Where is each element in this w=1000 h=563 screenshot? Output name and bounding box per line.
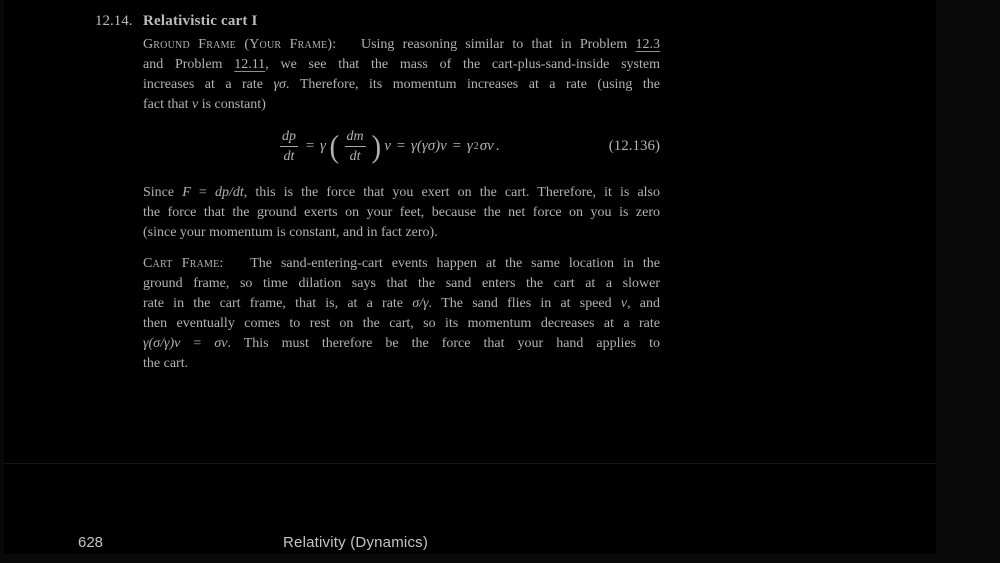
- text-span: F: [182, 185, 191, 200]
- text-span: . The sand flies in at speed: [428, 296, 621, 311]
- running-title: Relativity (Dynamics): [283, 534, 429, 551]
- problem-link[interactable]: 12.11: [234, 57, 266, 72]
- equation-math: [277, 129, 501, 164]
- text-span: (since your momentum is constant, and in fact zero).: [143, 225, 438, 240]
- text-span: fact that: [143, 97, 192, 112]
- math-text: γ: [319, 137, 326, 154]
- text-line: [143, 35, 660, 55]
- page-number: 628: [78, 534, 104, 551]
- frame-label: Ground Frame (Your Frame):: [143, 37, 337, 52]
- text-span: Since: [143, 185, 183, 200]
- math-text: =: [393, 137, 409, 154]
- math-text: v: [384, 137, 391, 154]
- text-line: [143, 95, 660, 115]
- text-span: , this is the force that you exert on the cart. Therefore, it is also: [243, 185, 660, 200]
- text-span: and Problem: [143, 57, 235, 72]
- paragraph: [143, 35, 660, 115]
- text-line: [143, 223, 660, 243]
- text-span: σv: [214, 336, 228, 351]
- text-span: then eventually comes to rest on the cart, so its momentum decreases at a rate: [143, 316, 660, 331]
- fraction-denominator: dt: [283, 148, 295, 164]
- text-span: increases at a rate: [143, 77, 274, 92]
- text-span: , we see that the mass of the cart-plus-sand-inside system: [265, 57, 661, 72]
- text-span: The sand-entering-cart events happen at the same location in the: [223, 256, 660, 271]
- problem-title: Relativistic cart I: [143, 13, 258, 29]
- big-paren: ): [371, 128, 381, 164]
- math-text: .: [495, 137, 500, 154]
- math-text: γ(γσ)v: [410, 137, 447, 154]
- text-line: [143, 274, 660, 294]
- text-line: [143, 294, 660, 314]
- text-line: [143, 334, 660, 354]
- text-line: [143, 75, 660, 95]
- text-span: the force that the ground exerts on your feet, because the net force on you is zero: [143, 205, 660, 220]
- equation: [143, 121, 660, 171]
- text-span: ground frame, so time dilation says that the sand enters the cart at a slower: [143, 276, 660, 291]
- math-text: =: [448, 137, 465, 154]
- text-span: σ/γ: [412, 296, 429, 311]
- big-paren: (: [329, 128, 340, 164]
- text-span: the cart.: [143, 356, 189, 371]
- page-footer: [4, 534, 936, 554]
- text-line: [143, 55, 660, 75]
- problem-number: 12.14.: [95, 13, 133, 29]
- equation-number: (12.136): [608, 137, 660, 154]
- text-line: [143, 254, 660, 274]
- math-text: γ: [466, 137, 473, 154]
- text-line: [143, 314, 660, 334]
- text-span: v: [191, 97, 199, 112]
- fraction-numerator: dp: [280, 129, 298, 147]
- document-page: [4, 0, 936, 554]
- paragraph: [143, 183, 660, 243]
- text-line: [143, 203, 660, 223]
- exponent: 2: [473, 140, 479, 152]
- text-line: [143, 354, 660, 374]
- page-divider: [4, 463, 936, 464]
- fraction-numerator: dm: [345, 129, 366, 147]
- text-content: [143, 0, 660, 554]
- fraction: [280, 129, 298, 164]
- fraction: [345, 129, 366, 164]
- frame-label: Cart Frame:: [143, 256, 224, 271]
- text-span: γσ: [273, 77, 286, 92]
- text-span: γ(σ/γ)v: [143, 336, 181, 351]
- text-span: v: [620, 296, 628, 311]
- text-span: Using reasoning similar to that in Problem: [336, 37, 636, 52]
- text-span: =: [190, 185, 215, 200]
- text-span: , and: [627, 296, 660, 311]
- math-text: σv: [479, 137, 494, 154]
- text-span: . This must therefore be the force that your hand applies to: [227, 336, 660, 351]
- text-line: [143, 183, 660, 203]
- text-span: dp/dt: [214, 185, 244, 200]
- math-text: =: [302, 137, 318, 154]
- problem-link[interactable]: 12.3: [635, 37, 660, 52]
- text-span: rate in the cart frame, that is, at a rate: [143, 296, 413, 311]
- text-span: is constant): [198, 97, 266, 112]
- text-span: . Therefore, its momentum increases at a rate (using the: [285, 77, 660, 92]
- fraction-denominator: dt: [349, 148, 361, 164]
- text-span: =: [180, 336, 215, 351]
- paragraph: [143, 254, 660, 374]
